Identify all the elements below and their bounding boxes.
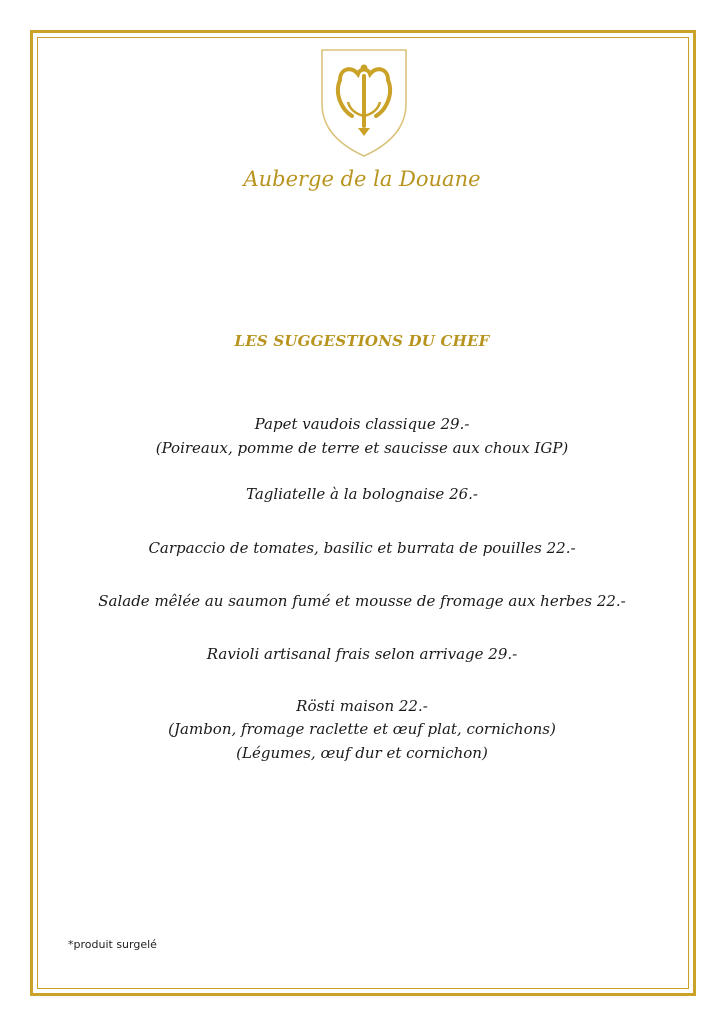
crown-shield-icon xyxy=(318,46,410,160)
menu-item-detail: (Légumes, œuf dur et cornichon) xyxy=(236,744,488,762)
menu-item-name: Carpaccio de tomates, basilic et burrata de pouilles 22.- xyxy=(148,539,576,557)
menu-item-detail: (Poireaux, pomme de terre et saucisse aux choux IGP) xyxy=(155,439,569,457)
menu-item-name: Tagliatelle à la bolognaise 26.- xyxy=(245,485,479,503)
menu-item-name: Salade mêlée au saumon fumé et mousse de fromage aux herbes 22.- xyxy=(98,592,626,610)
menu-item-name: Rösti maison 22.- xyxy=(296,697,428,715)
menu-item-name: Papet vaudois classique 29.- xyxy=(254,415,470,433)
menu-item-detail: (Jambon, fromage raclette et œuf plat, cornichons) xyxy=(168,720,556,738)
footnote: *produit surgelé xyxy=(68,938,157,951)
brand-name: Auberge de la Douane xyxy=(243,167,481,191)
menu-item-name: Ravioli artisanal frais selon arrivage 29.- xyxy=(206,645,518,663)
section-title: LES SUGGESTIONS DU CHEF xyxy=(234,332,490,350)
